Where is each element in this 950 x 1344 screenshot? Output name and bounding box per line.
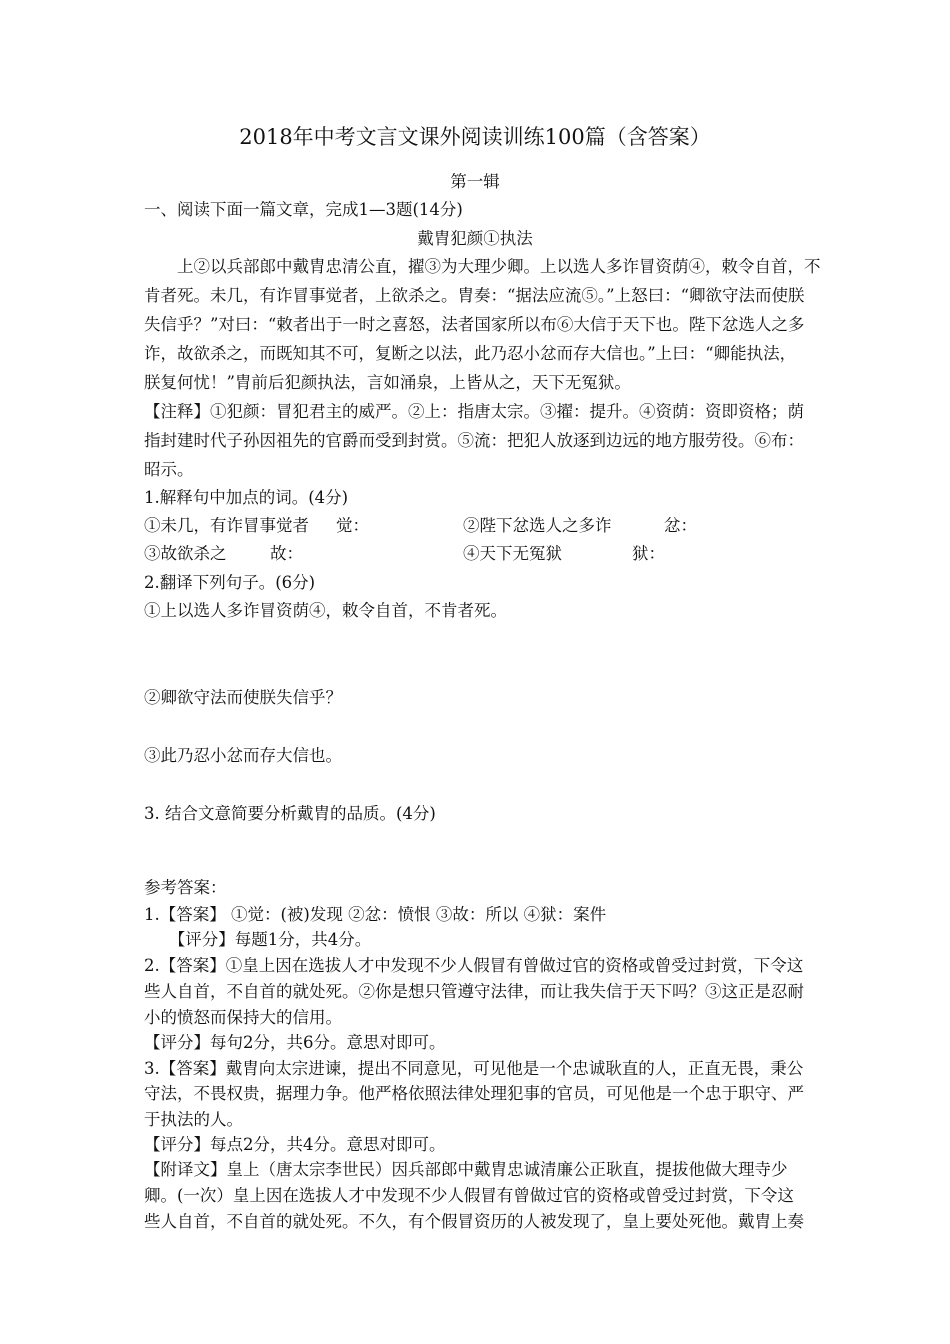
notes-line: 指封建时代子孙因祖先的官爵而受到封赏。⑤流：把犯人放逐到边远的地方服劳役。⑥布： [144,431,804,450]
q1-item-sentence: ①未几，有诈冒事觉者 [144,516,309,535]
q1-item-sentence: ④天下无冤狱 [463,544,562,563]
q1-item-sentence: ②陛下忿选人之多诈 [463,516,612,535]
passage-line: 朕复何忧！”胄前后犯颜执法，言如涌泉，上皆从之，天下无冤狱。 [144,373,631,392]
q1-item-word: 狱： [632,544,665,563]
q2-item: ②卿欲守法而使朕失信乎？ [144,688,342,707]
answer-line: 守法，不畏权贵，据理力争。他严格依照法律处理犯事的官员，可见他是一个忠于职守、严 [144,1084,804,1103]
answer-line: 1.【答案】 ①觉：(被)发现 ②忿：愤恨 ③故：所以 ④狱：案件 [144,905,607,924]
answer-line: 【评分】每点2分，共4分。意思对即可。 [144,1135,446,1154]
document-title: 2018年中考文言文课外阅读训练100篇（含答案） [239,125,711,149]
answer-line: 些人自首，不自首的就处死。②你是想只管遵守法律，而让我失信于天下吗？③这正是忍耐 [144,982,804,1001]
notes-line: 【注释】①犯颜：冒犯君主的威严。②上：指唐太宗。③擢：提升。④资荫：资即资格；荫 [144,402,804,421]
question-3: 3. 结合文意简要分析戴胄的品质。(4分) [144,804,436,823]
answers-heading: 参考答案： [144,878,227,897]
answer-line: 于执法的人。 [144,1110,243,1129]
section-intro: 一、阅读下面一篇文章，完成1—3题(14分) [144,200,463,219]
q2-item: ①上以选人多诈冒资荫④，敕令自首，不肯者死。 [144,601,507,620]
passage-title: 戴胄犯颜①执法 [417,229,533,248]
question-2: 2.翻译下列句子。(6分) [144,573,316,592]
q1-item-word: 忿： [664,516,697,535]
question-1: 1.解释句中加点的词。(4分) [144,488,349,507]
q1-item-word: 故： [270,544,303,563]
q2-item: ③此乃忍小忿而存大信也。 [144,746,342,765]
answer-line: 【评分】每句2分，共6分。意思对即可。 [144,1033,446,1052]
answer-line: 【评分】每题1分，共4分。 [144,930,372,949]
passage-line: 诈，故欲杀之，而既知其不可，复断之以法，此乃忍小忿而存大信也。”上曰：“卿能执法， [144,344,797,363]
answer-line: 【附译文】皇上（唐太宗李世民）因兵部郎中戴胄忠诚清廉公正耿直，提拔他做大理寺少 [144,1160,788,1179]
passage-line: 上②以兵部郎中戴胄忠清公直，擢③为大理少卿。上以选人多诈冒资荫④，敕令自首，不 [144,257,821,276]
answer-line: 2.【答案】①皇上因在选拔人才中发现不少人假冒有曾做过官的资格或曾受过封赏，下令这 [144,956,804,975]
notes-line: 昭示。 [144,460,194,479]
passage-line: 肯者死。未几，有诈冒事觉者，上欲杀之。胄奏：“据法应流⑤。”上怒曰：“卿欲守法而使朕 [144,286,805,305]
answer-line: 些人自首，不自首的就处死。不久，有个假冒资历的人被发现了，皇上要处死他。戴胄上奏 [144,1212,804,1231]
answer-line: 卿。(一次）皇上因在选拔人才中发现不少人假冒有曾做过官的资格或曾受过封赏，下令这 [144,1186,794,1205]
section-subtitle: 第一辑 [450,172,500,191]
q1-item-word: 觉： [336,516,369,535]
answer-line: 小的愤怒而保持大的信用。 [144,1008,342,1027]
passage-line: 失信乎？”对曰：“敕者出于一时之喜怒，法者国家所以布⑥大信于天下也。陛下忿选人之多 [144,315,805,334]
answer-line: 3.【答案】戴胄向太宗进谏，提出不同意见，可见他是一个忠诚耿直的人，正直无畏，秉公 [144,1059,804,1078]
q1-item-sentence: ③故欲杀之 [144,544,227,563]
